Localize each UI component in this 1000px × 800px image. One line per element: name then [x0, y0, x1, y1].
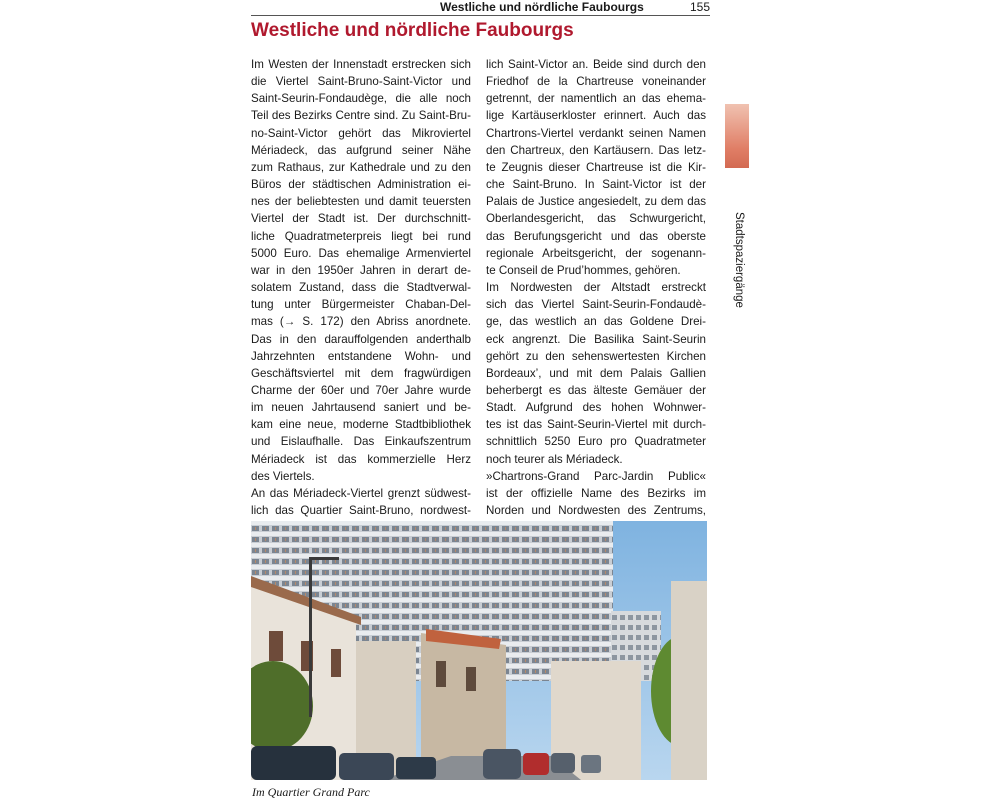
text-column-left — [251, 56, 471, 519]
text-line: Büros der städtischen Administration ei- — [251, 178, 471, 192]
text-line: Das in den darauffolgenden anderthalb — [251, 332, 471, 346]
text-line: regionale Arbeitsgericht, der sogenann- — [486, 246, 706, 260]
text-line: te Conseil de Prud’hommes, gehören. — [486, 263, 681, 277]
text-line: den Chartreux, den Kartäusern. Das letz- — [486, 143, 706, 157]
text-line: tes ist das Saint-Seurin-Viertel mit durch- — [486, 418, 706, 432]
text-line: no-Saint-Victor gehört das Mikroviertel — [251, 126, 471, 140]
text-line: Jahrzehnten entstandene Wohn- und — [251, 349, 471, 363]
text-line: eck angrenzt. Die Basilika Saint-Seurin — [486, 332, 706, 346]
running-head — [440, 0, 710, 16]
running-head-title: Westliche und nördliche Faubourgs — [440, 0, 644, 14]
page-number: 155 — [689, 0, 710, 14]
street-photo — [251, 521, 707, 780]
text-line: Mériadeck ist das kommerzielle Herz — [251, 452, 471, 466]
text-line: Friedhof de la Chartreuse voneinander — [486, 75, 706, 89]
text-line: Viertel der Stadt ist. Der durchschnitt- — [251, 212, 471, 226]
text-line: lich Saint-Victor an. Beide sind durch den — [486, 58, 706, 71]
text-line: Chartrons-Viertel verdankt seinen Namen — [486, 126, 706, 140]
text-line: noch teurer als Mériadeck. — [486, 452, 623, 466]
text-line: solatem Zustand, dass die Stadtverwal- — [251, 281, 471, 295]
text-line: ist der offizielle Name des Bezirks im — [486, 486, 706, 500]
text-line: Saint-Seurin-Fondaudège, die alle noch — [251, 92, 471, 106]
text-line: Oberlandesgericht, das Schwurgericht, — [486, 212, 706, 226]
text-line: zum Rathaus, zur Kathedrale und zu den — [251, 160, 471, 174]
text-line: Im Nordwesten der Altstadt erstreckt — [486, 281, 706, 295]
text-line: des Viertels. — [251, 469, 315, 483]
text-line: getrennt, der namentlich an das ehema- — [486, 92, 706, 106]
text-line: schnittlich 5250 Euro pro Quadratmeter — [486, 435, 706, 449]
text-line: Mériadeck, das aufgrund seiner Nähe — [251, 143, 471, 157]
text-line: An das Mériadeck-Viertel grenzt südwest- — [251, 486, 471, 500]
text-line: Teil des Bezirks Centre sind. Zu Saint-Bru- — [251, 109, 471, 123]
text-line: Bordeaux’, und mit dem Palais Gallien — [486, 366, 706, 380]
text-line: kam eine neue, moderne Stadtbibliothek — [251, 418, 471, 432]
photo-caption: Im Quartier Grand Parc — [252, 785, 370, 799]
text-line: war in den 1950er Jahren in derart de- — [251, 263, 471, 277]
text-line: das Berufungsgericht und das oberste — [486, 229, 706, 243]
text-line: und Eislaufhalle. Das Einkaufszentrum — [251, 435, 471, 449]
text-line: liche Quadratmeterpreis liegt bei rund — [251, 229, 471, 243]
text-line: te Zeugnis dieser Chartreuse ist die Kir- — [486, 160, 706, 174]
text-line: die Viertel Saint-Bruno-Saint-Victor und — [251, 75, 471, 89]
text-line: nes der beliebtesten und damit teuersten — [251, 195, 471, 209]
text-line: Charme der 60er und 70er Jahre wurde — [251, 383, 471, 397]
text-line: Palais de Justice angesiedelt, zu dem das — [486, 195, 706, 209]
text-line: lige Kartäuserkloster erinnert. Auch das — [486, 109, 706, 123]
text-line: Norden und Nordwesten des Zentrums, — [486, 504, 706, 518]
text-line: Geschäftsviertel mit dem fragwürdigen — [251, 366, 471, 380]
text-line: »Chartrons-Grand Parc-Jardin Public« — [486, 469, 706, 483]
section-title: Westliche und nördliche Faubourgs — [251, 20, 574, 41]
text-line: mas (→ S. 172) den Abriss anordnete. — [251, 315, 471, 329]
text-line: 5000 Euro. Das ehemalige Armenviertel — [251, 246, 471, 260]
text-line: tung unter Bürgermeister Chaban-Del- — [251, 298, 471, 312]
text-column-right — [486, 56, 706, 519]
text-line: Stadt. Aufgrund des hohen Wohnwer- — [486, 401, 706, 415]
header-rule — [251, 15, 710, 16]
text-line: lich das Quartier Saint-Bruno, nordwest- — [251, 504, 471, 518]
text-line: gehört zu den sehenswertesten Kirchen — [486, 349, 706, 363]
text-line: im neuen Jahrtausend saniert und be- — [251, 401, 471, 415]
chapter-tab-marker — [725, 104, 749, 168]
text-line: Im Westen der Innenstadt erstrecken sich — [251, 58, 471, 71]
text-line: beherbergt es das älteste Gemäuer der — [486, 383, 706, 397]
chapter-tab-label: Stadtspaziergänge — [733, 212, 745, 308]
text-line: ge, das westlich an das Goldene Drei- — [486, 315, 706, 329]
text-line: sich das Viertel Saint-Seurin-Fondaudè- — [486, 298, 706, 312]
text-line: che Saint-Bruno. In Saint-Victor ist der — [486, 178, 706, 192]
